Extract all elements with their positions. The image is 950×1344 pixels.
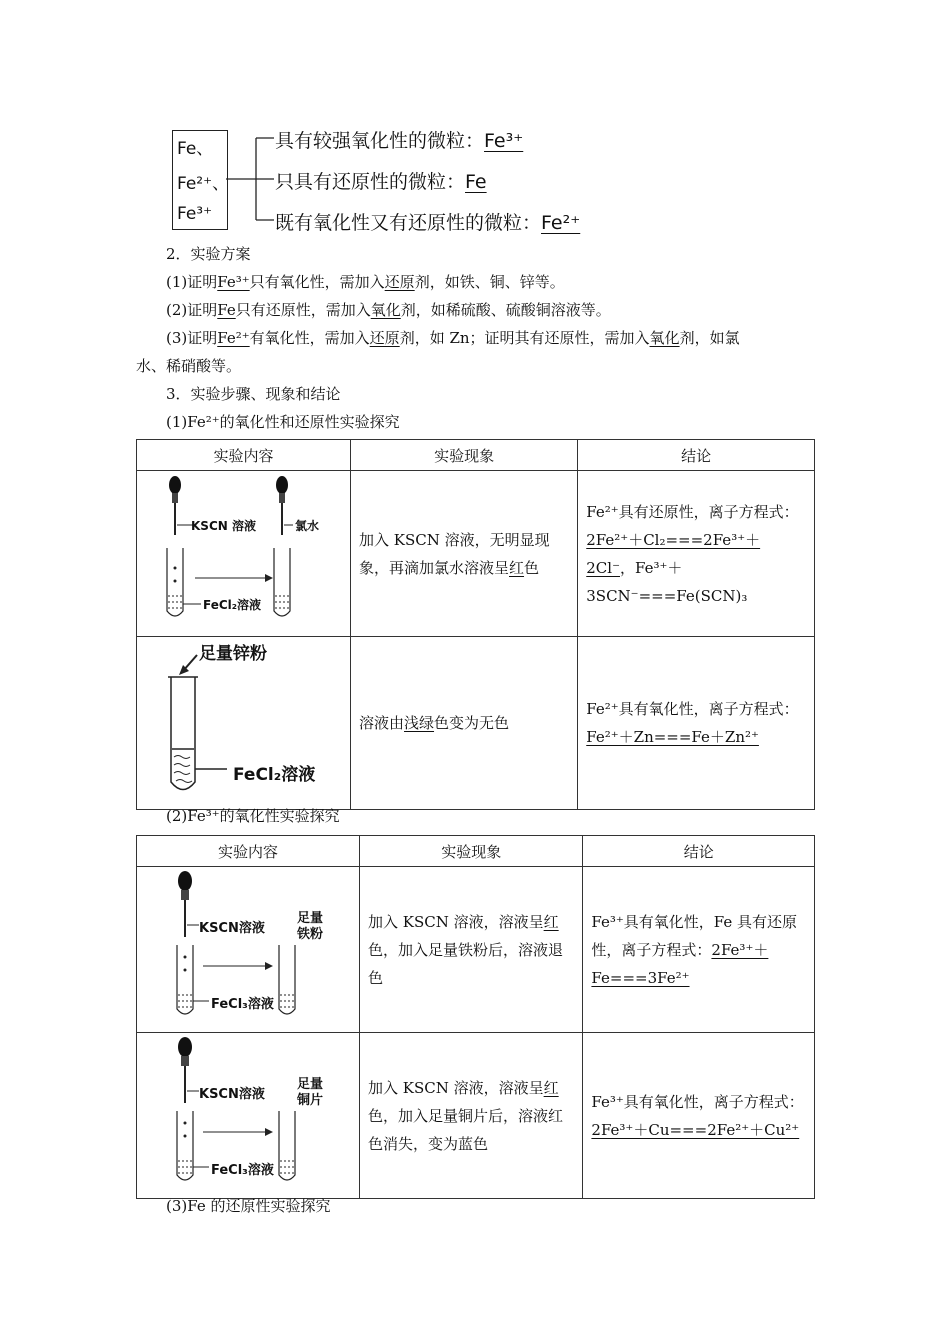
- table-row: [137, 637, 815, 810]
- table-row: [137, 471, 815, 637]
- subsection-3-title: (3)Fe 的还原性实验探究: [166, 1197, 331, 1215]
- reagent-label: 铁粉: [297, 927, 324, 942]
- header-phenomenon: 实验现象: [360, 836, 583, 867]
- table-row: [137, 1033, 815, 1199]
- branch-reducing: 只具有还原性的微粒：Fe: [275, 171, 487, 193]
- phenomenon-cell: 加入 KSCN 溶液，无明显现象，再滴加氯水溶液呈红色: [351, 471, 578, 637]
- reagent-label: 足量: [297, 911, 324, 926]
- species-fe: Fe、: [177, 139, 214, 159]
- experiment-figure-cell: [137, 637, 351, 810]
- species-fe3: Fe³⁺: [177, 204, 213, 224]
- conclusion-cell: Fe²⁺具有氧化性，离子方程式：Fe²⁺＋Zn===Fe＋Zn²⁺: [578, 637, 815, 810]
- table-header-row: [137, 440, 815, 471]
- bracket-lines: [226, 128, 276, 228]
- experiment-table-1: [136, 439, 815, 810]
- phenomenon-cell: 加入 KSCN 溶液，溶液呈红色，加入足量铁粉后，溶液退色: [360, 867, 583, 1033]
- reagent-label: 足量: [297, 1077, 324, 1092]
- reagent-label: KSCN 溶液: [191, 519, 256, 533]
- plan-item-3: (3)证明Fe²⁺有氧化性，需加入还原剂，如 Zn；证明其有还原性，需加入氧化剂，如氯: [166, 329, 740, 347]
- conclusion-cell: Fe³⁺具有氧化性，离子方程式：2Fe³⁺＋Cu===2Fe²⁺＋Cu²⁺: [583, 1033, 815, 1199]
- header-conclusion: 结论: [583, 836, 815, 867]
- plan-item-3-cont: 水、稀硝酸等。: [136, 357, 242, 375]
- solution-label: FeCl₃溶液: [211, 1163, 274, 1178]
- section2-heading: 2．实验方案: [166, 245, 251, 263]
- branch-oxidizing: 具有较强氧化性的微粒：Fe³⁺: [275, 130, 524, 152]
- conclusion-cell: Fe²⁺具有还原性，离子方程式：2Fe²⁺＋Cl₂===2Fe³⁺＋2Cl⁻，Fe³⁺＋3SCN⁻===Fe(SCN)₃: [578, 471, 815, 637]
- reagent-label: 足量锌粉: [199, 644, 267, 664]
- experiment-figure-cell: [137, 867, 360, 1033]
- header-phenomenon: 实验现象: [351, 440, 578, 471]
- solution-label: FeCl₃溶液: [211, 997, 274, 1012]
- experiment-table-2: [136, 835, 815, 1199]
- table-header-row: [137, 836, 815, 867]
- reagent-label: KSCN溶液: [199, 1087, 265, 1102]
- section3-heading: 3．实验步骤、现象和结论: [166, 385, 341, 403]
- branch-both: 既有氧化性又有还原性的微粒：Fe²⁺: [275, 212, 581, 234]
- table-row: [137, 867, 815, 1033]
- experiment-figure-cell: [137, 1033, 360, 1199]
- plan-item-2: (2)证明Fe只有还原性，需加入氧化剂，如稀硫酸、硫酸铜溶液等。: [166, 301, 611, 319]
- header-conclusion: 结论: [578, 440, 815, 471]
- solution-label: FeCl₂溶液: [203, 598, 262, 612]
- header-content: 实验内容: [137, 836, 360, 867]
- species-fe2: Fe²⁺、: [177, 174, 230, 194]
- header-content: 实验内容: [137, 440, 351, 471]
- solution-label: FeCl₂溶液: [233, 765, 316, 785]
- reagent-label: 氯水: [295, 519, 320, 533]
- reagent-label: 铜片: [297, 1093, 324, 1108]
- experiment-figure-cell: [137, 471, 351, 637]
- reagent-label: KSCN溶液: [199, 921, 265, 936]
- plan-item-1: (1)证明Fe³⁺只有氧化性，需加入还原剂，如铁、铜、锌等。: [166, 273, 565, 291]
- phenomenon-cell: 溶液由浅绿色变为无色: [351, 637, 578, 810]
- subsection-2-title: (2)Fe³⁺的氧化性实验探究: [166, 807, 340, 825]
- phenomenon-cell: 加入 KSCN 溶液，溶液呈红色，加入足量铜片后，溶液红色消失，变为蓝色: [360, 1033, 583, 1199]
- conclusion-cell: Fe³⁺具有氧化性，Fe 具有还原性，离子方程式：2Fe³⁺＋Fe===3Fe²⁺: [583, 867, 815, 1033]
- subsection-1-title: (1)Fe²⁺的氧化性和还原性实验探究: [166, 413, 400, 431]
